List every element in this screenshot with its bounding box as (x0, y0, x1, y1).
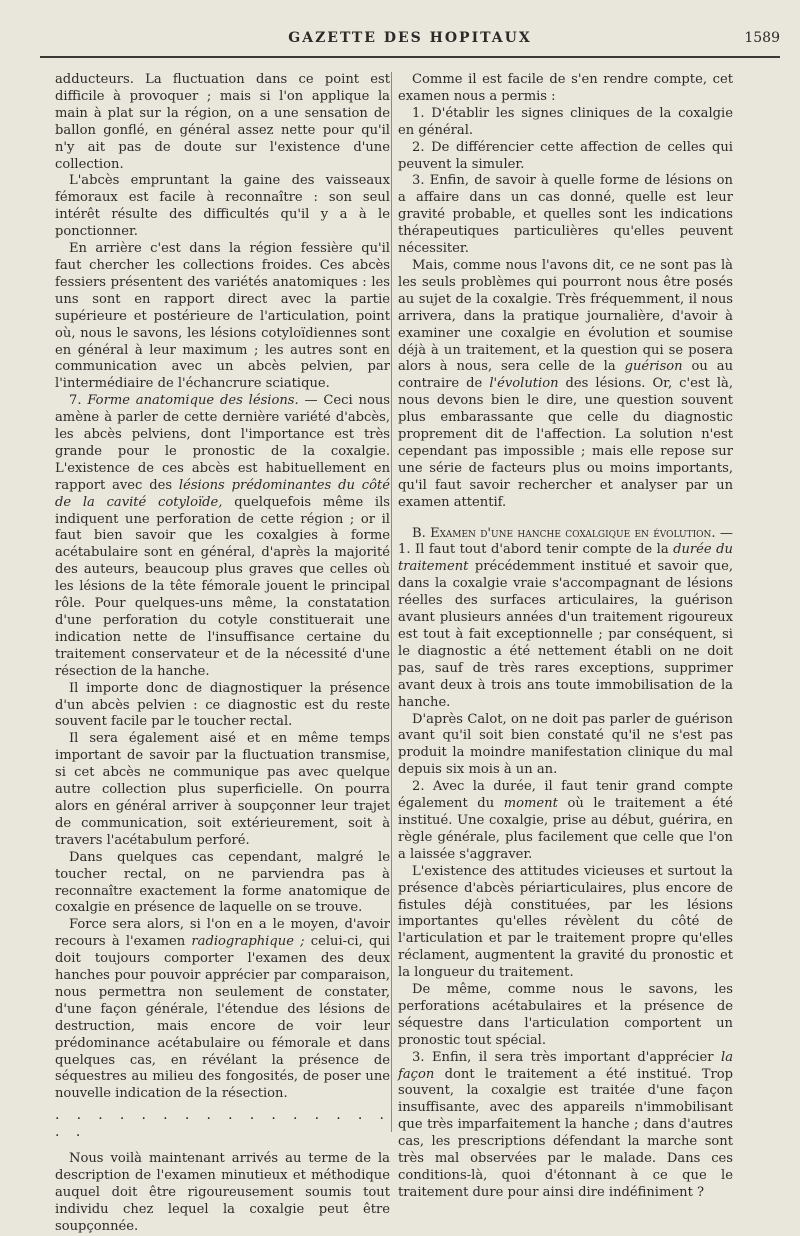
right-paragraph-10: De même, comme nous le savons, les perforations acétabulaires et la présence de séquestre dans l'articulation comportent un pronostic tout spécial. (398, 982, 733, 1048)
journal-title: GAZETTE DES HOPITAUX (288, 30, 532, 46)
right-paragraph-7: D'après Calot, on ne doit pas parler de guérison avant qu'il soit bien constaté qu'il ne s'est pas produit la moindre manifestation clinique du mal depuis six mois à un an. (398, 711, 733, 778)
left-paragraph-6: Il sera également aisé et en même temps important de savoir par la fluctuation transmise, si cet abcès ne communique pas avec quelque autre collection plus superficielle. On pourra alors en général arriver à soupçonner leur trajet de communication, soit extérieurement, soit à travers l'acétabulum perforé. (55, 731, 390, 848)
right-paragraph-2: 1. D'établir les signes cliniques de la coxalgie en général. (398, 105, 733, 138)
dotted-separator: . . . . . . . . . . . . . . . . . . (55, 1107, 390, 1141)
right-paragraph-9: L'existence des attitudes vicieuses et surtout la présence d'abcès périarticulaires, plus encore de fistules déjà constituées, par les lésions importantes qu'elles révèlent du côté de l'articulation et par le traitement propre qu'elles réclament, augmentent la gravité du pronostic et la longueur du traitement. (398, 863, 733, 981)
left-paragraph-2: L'abcès empruntant la gaine des vaisseaux fémoraux est facile à reconnaître : son seul intérêt résulte des difficultés qu'il y a à le ponctionner. (55, 173, 390, 240)
section-number: 7. (69, 393, 82, 409)
column-divider (391, 72, 392, 1132)
right-paragraph-6: B. Examen d'une hanche coxalgique en évolution. — 1. Il faut tout d'abord tenir compte de la durée du traitement précédemment institué et savoir que, dans la coxalgie vraie s'accompagnant de lésions réelles des surfaces articulaires, la guérison avant plusieurs années d'un traitement rigoureux est tout à fait exceptionnelle ; par conséquent, si le diagnostic a été nettement établi on ne doit pas, sauf de très rares exceptions, supprimer avant deux à trois ans toute immobilisation de la hanche. (398, 525, 733, 710)
right-paragraph-11: 3. Enfin, il sera très important d'apprécier la façon dont le traitement a été institué. Trop souvent, la coxalgie est traitée d'une façon insuffisante, avec des appareils n'immobilisant que très imparfaitement la hanche ; dans d'autres cas, les prescriptions défendant la marche sont très mal observées par le malade. Dans ces conditions-là, quoi d'étonnant à ce que le traitement dure pour ainsi dire indéfiniment ? (398, 1049, 733, 1200)
left-column (55, 72, 390, 1236)
right-paragraph-4: 3. Enfin, de savoir à quelle forme de lésions on a affaire dans un cas donné, quelle est leur gravité probable, et quelles sont les indications thérapeutiques particulières qu'elles peuvent nécessiter. (398, 173, 733, 257)
section-title: Forme anatomique des lésions. (87, 393, 299, 409)
page-number: 1589 (744, 30, 780, 46)
header-rule (40, 56, 780, 58)
page-header (40, 24, 780, 64)
section-heading: B. Examen d'une hanche coxalgique en évolution. (412, 525, 716, 541)
left-paragraph-8: Force sera alors, si l'on en a le moyen, d'avoir recours à l'examen radiographique ; celui-ci, qui doit toujours comporter l'examen des deux hanches pour pouvoir apprécier par comparaison, nous permettra non seulement de constater, d'une façon générale, l'étendue des lésions de destruction, mais encore de voir leur prédominance acétabulaire ou fémorale et dans quelques cas, en révélant la présence de séquestres au milieu des fongosités, de poser une nouvelle indication de la résection. (55, 917, 390, 1102)
left-paragraph-5: Il importe donc de diagnostiquer la présence d'un abcès pelvien : ce diagnostic est du reste souvent facile par le toucher rectal. (55, 680, 390, 730)
left-paragraph-9: Nous voilà maintenant arrivés au terme de la description de l'examen minutieux et méthodique auquel doit être rigoureusement soumis tout individu chez lequel la coxalgie peut être soupçonnée. (55, 1151, 390, 1234)
right-paragraph-5: Mais, comme nous l'avons dit, ce ne sont pas là les seuls problèmes qui pourront nous être posés au sujet de la coxalgie. Très fréquemment, il nous arrivera, dans la pratique journalière, d'avoir à examiner une coxalgie en évolution et soumise déjà à un traitement, et la question qui se posera alors à nous, sera celle de la guérison ou au contraire de l'évolution des lésions. Or, c'est là, nous devons bien le dire, une question souvent plus embarassante que celle du diagnostic proprement dit de l'affection. La solution n'est cependant pas impossible ; mais elle repose sur une série de facteurs plus ou moins importants, qu'il faut savoir rechercher et analyser par un examen attentif. (398, 257, 733, 510)
left-paragraph-1: adducteurs. La fluctuation dans ce point est difficile à provoquer ; mais si l'on applique la main à plat sur la région, on a une sensation de ballon gonflé, en général assez nette pour qu'il n'y ait pas de doute sur l'existence d'une collection. (55, 72, 390, 172)
left-paragraph-3: En arrière c'est dans la région fessière qu'il faut chercher les collections froides. Ces abcès fessiers présentent des variétés anatomiques : les uns sont en rapport direct avec la partie supérieure et postérieure de l'articulation, point où, nous le savons, les lésions cotyloïdiennes sont en général à leur maximum ; les autres sont en communication avec un abcès pelvien, par l'intermédiaire de l'échancrure sciatique. (55, 241, 390, 392)
right-paragraph-1: Comme il est facile de s'en rendre compte, cet examen nous a permis : (398, 72, 733, 104)
right-paragraph-3: 2. De différencier cette affection de celles qui peuvent la simuler. (398, 139, 733, 172)
right-column (398, 72, 733, 1202)
left-paragraph-7: Dans quelques cas cependant, malgré le toucher rectal, on ne parviendra pas à reconnaître exactement la forme anatomique de coxalgie en présence de laquelle on se trouve. (55, 849, 390, 916)
left-paragraph-4: 7. Forme anatomique des lésions. — Ceci nous amène à parler de cette dernière variété d'abcès, les abcès pelviens, dont l'importance est très grande pour le pronostic de la coxalgie. L'existence de ces abcès est habituellement en rapport avec des lésions prédominantes du côté de la cavité cotyloïde, quelquefois même ils indiquent une perforation de cette région ; or il faut bien savoir que les coxalgies à forme acétabulaire sont en général, d'après la majorité des auteurs, beaucoup plus graves que celles où les lésions de la tête fémorale jouent le principal rôle. Pour quelques-uns même, la constatation d'une perforation du cotyle constituerait une indication nette de l'insuffisance certaine du traitement conservateur et de la nécessité d'une résection de la hanche. (55, 393, 391, 679)
right-paragraph-8: 2. Avec la durée, il faut tenir grand compte également du moment où le traitement a été institué. Une coxalgie, prise au début, guérira, en règle générale, plus facilement que celle que l'on a laissée s'aggraver. (398, 779, 733, 862)
